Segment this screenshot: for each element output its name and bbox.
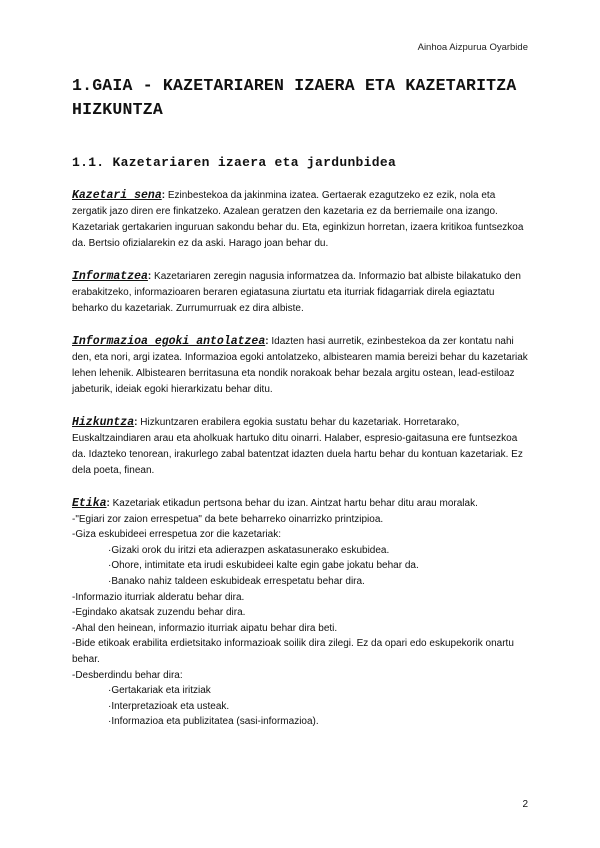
sub-list-item: ·Interpretazioak eta usteak. [108, 700, 230, 712]
sub-list-item: ·Ohore, intimitate eta irudi eskubideei kalte egin gabe jokatu behar da. [108, 560, 419, 572]
list-item: -Bide etikoak erabilita erdietsitako informazioak soilik dira zilegi. Ez da opari edo eskupekorik onartu behar. [72, 638, 514, 665]
paragraph-antolatzea: Informazioa egoki antolatzea: Idazten hasi aurretik, ezinbestekoa da zer kontatu nahi den, eta nori, argi izatea. Informazioa egoki antolatzeko, albistearen mamia bereizi behar du kazetariak lehen lehenik. Albistearen berritasuna eta nondik norakoak behar bezala argitu ostean, lead-estiloaz jabeturik, ideiak egoki hierarkizatu behar ditu. [72, 335, 528, 395]
paragraph-text: Kazetariak etikadun pertsona behar du izan. Aintzat hartu behar ditu arau moralak. [109, 498, 478, 509]
paragraph-text: Ezinbestekoa da jakinmina izatea. Gertaerak ezagutzeko ez ezik, nola eta zergatik jazo diren ere finkatzeko. Azalean geratzen den kazetaria ez da berriemaile ona izango. Kazetariak gertakarien inguruan sakondu behar du. Eta, eginkizun horretan, izaera kritikoa funtsezkoa da. Bertsio ofizialarekin ez da aski. Harago joan behar du. [72, 190, 524, 249]
term-heading: Informatzea [72, 270, 148, 283]
list-item: -Informazio iturriak alderatu behar dira. [72, 591, 245, 603]
paragraph-informatzea: Informatzea: Kazetariaren zeregin nagusia informatzea da. Informazio bat albiste bilakatuko den erabakitzeko, informazioaren beraren egiatasuna ziurtatu eta iturriak fidagarriak direla egiaztatu beharko du kazetariak. Zurrumurruak ez dira albiste. [72, 270, 521, 314]
etika-section [72, 496, 532, 730]
document-body [72, 188, 532, 730]
paragraph-text: Hizkuntzaren erabilera egokia sustatu behar du kazetariak. Horretarako, Euskaltzaindiaren arau eta aholkuak hartuko ditu oinarri. Halaber, espresio-gaitasuna ere funtsezkoa da. Idazteko tenorean, irakurlego zabal batentzat idazten duela hartu behar du kontuan kazetariak. Ez dela poeta, finean. [72, 417, 523, 476]
paragraph-kazetari-sena: Kazetari sena: Ezinbestekoa da jakinmina izatea. Gertaerak ezagutzeko ez ezik, nola eta zergatik jazo diren ere finkatzeko. Azalean geratzen den kazetaria ez da berriemaile ona izango. Kazetariak gertakarien inguruan sakondu behar du. Eta, eginkizun horretan, izaera kritikoa funtsezkoa da. Bertsio ofizialarekin ez da aski. Harago joan behar du. [72, 189, 524, 249]
section-title: 1.1. Kazetariaren izaera eta jardunbidea [72, 155, 397, 170]
etika-list [72, 512, 532, 730]
sub-list-item: ·Banako nahiz taldeen eskubideak errespetatu behar dira. [108, 575, 365, 587]
sub-list-item: ·Gizaki orok du iritzi eta adierazpen askatasunerako eskubidea. [108, 544, 390, 556]
term-heading: Hizkuntza [72, 416, 135, 429]
page-number: 2 [522, 799, 528, 810]
paragraph-text: Kazetariaren zeregin nagusia informatzea da. Informazio bat albiste bilakatuko den erabakitzeko, informazioaren beraren egiatasuna ziurtatu eta iturriak fidagarriak direla egiaztatu beharko du kazetariak. Zurrumurruak ez dira albiste. [72, 271, 521, 314]
list-item: -Desberdindu behar dira: [72, 669, 183, 681]
term-heading: Etika [72, 497, 107, 510]
header-author: Ainhoa Aizpurua Oyarbide [417, 42, 528, 53]
list-item: -Ahal den heinean, informazio iturriak aipatu behar dira beti. [72, 622, 338, 634]
etika-intro: Etika: Kazetariak etikadun pertsona behar du izan. Aintzat hartu behar ditu arau moralak. [72, 497, 478, 510]
term-heading: Informazioa egoki antolatzea [72, 335, 266, 348]
paragraph-text: Idazten hasi aurretik, ezinbestekoa da zer kontatu nahi den, eta nori, argi izatea. Informazioa egoki antolatzeko, albistearen mamia bereizi behar du kazetariak lehen lehenik. Albistearen berritasuna eta nondik norakoak behar bezala argitu ostean, lead-estiloaz jabeturik, ideiak egoki hierarkizatu behar ditu. [72, 336, 528, 395]
list-item: -Egindako akatsak zuzendu behar dira. [72, 607, 246, 619]
sub-list-item: ·Informazioa eta publizitatea (sasi-informazioa). [108, 716, 319, 728]
list-item: -"Egiari zor zaion errespetua" da bete beharreko oinarrizko printzipioa. [72, 513, 384, 525]
sub-list-item: ·Gertakariak eta iritziak [108, 685, 211, 697]
term-heading: Kazetari sena [72, 189, 162, 202]
chapter-title: 1.GAIA - KAZETARIAREN IZAERA ETA KAZETARITZA HIZKUNTZA [72, 76, 517, 119]
list-item: -Giza eskubideei errespetua zor die kazetariak: [72, 529, 281, 541]
paragraph-hizkuntza: Hizkuntza: Hizkuntzaren erabilera egokia sustatu behar du kazetariak. Horretarako, Euskaltzaindiaren arau eta aholkuak hartuko ditu oinarri. Halaber, espresio-gaitasuna ere funtsezkoa da. Idazteko tenorean, irakurlego zabal batentzat idazten duela hartu behar du kontuan kazetariak. Ez dela poeta, finean. [72, 416, 523, 476]
